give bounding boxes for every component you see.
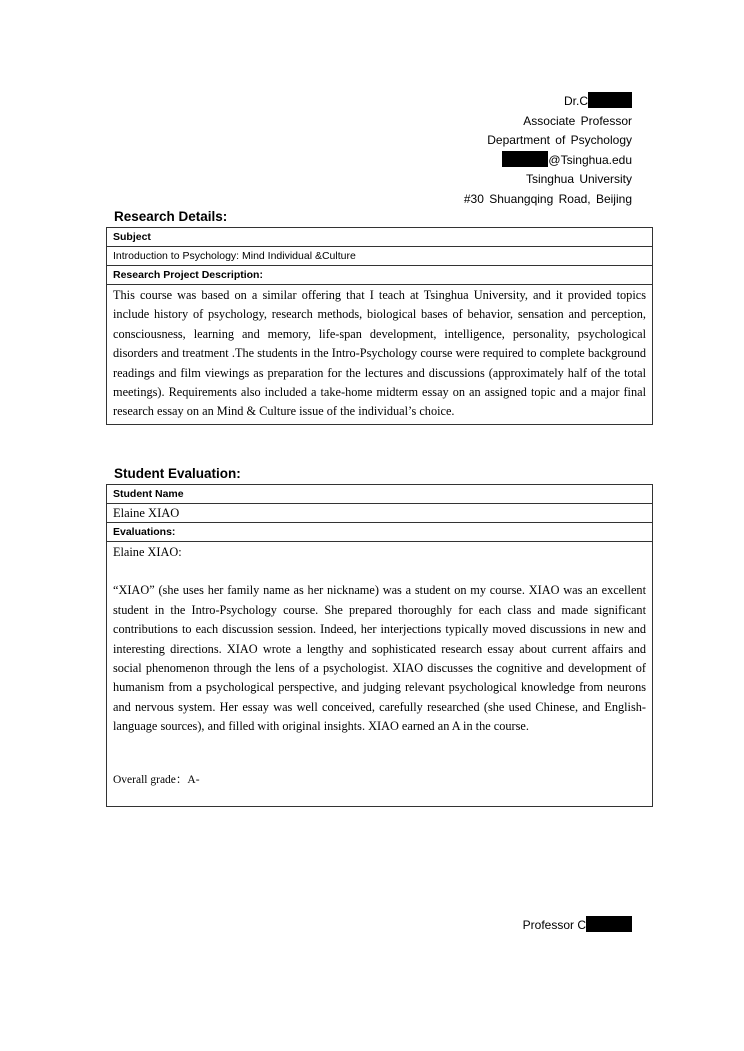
student-name-value: Elaine XIAO (107, 504, 652, 523)
research-details-table (106, 227, 653, 425)
author-email-suffix: @Tsinghua.edu (548, 152, 632, 167)
subject-label: Subject (107, 228, 652, 247)
redaction-block (502, 151, 548, 167)
author-name-prefix: Dr.C (564, 94, 588, 108)
description-label: Research Project Description: (107, 266, 652, 285)
subject-value: Introduction to Psychology: Mind Individual &Culture (107, 247, 652, 266)
research-details-heading: Research Details: (114, 209, 228, 224)
grade-label: Overall grade： (113, 773, 188, 786)
author-department: Department of Psychology (487, 133, 632, 148)
letterhead (464, 92, 632, 210)
evaluation-salutation: Elaine XIAO: (113, 545, 182, 559)
author-email-line (464, 151, 632, 171)
grade-value: A- (187, 773, 200, 786)
signature-line (523, 916, 632, 932)
evaluation-content (107, 542, 652, 806)
signature-prefix: Professor C (522, 918, 586, 932)
redaction-block (588, 92, 632, 108)
student-name-label: Student Name (107, 485, 652, 504)
evaluations-label: Evaluations: (107, 523, 652, 542)
description-text: This course was based on a similar offering that I teach at Tsinghua University, and it provided topics include history of psychology, research methods, biological bases of behavior, sensation and perception, consciousness, learning and memory, life-span development, intelligence, personality, psychological disorders and treatment .The students in the Intro-Psychology course were required to complete background readings and film viewings as preparation for the lectures and discussions (approximately half of the total meetings). Requirements also included a take-home midterm essay on an assigned topic and a major final research essay on an Mind & Culture issue of the individual’s choice. (113, 288, 646, 419)
evaluation-body: “XIAO” (she uses her family name as her nickname) was a student on my course. XIAO was an excellent student in the Intro-Psychology course. She prepared thoroughly for each class and made significant contributions to each discussion session. Indeed, her interjections typically moved discussions in new and interesting directions. XIAO wrote a lengthy and sophisticated research essay about current affairs and social phenomenon through the lens of a psychologist. XIAO discusses the cognitive and development of humanism from a psychological perspective, and judging relevant psychological knowledge from neurons and nervous system. Her essay was well conceived, carefully researched (she used Chinese, and English-language sources), and filled with original insights. XIAO earned an A in the course. (113, 583, 646, 734)
paragraph-spacer (113, 562, 646, 581)
student-evaluation-table (106, 484, 653, 807)
author-address: #30 Shuangqing Road, Beijing (463, 191, 632, 206)
author-name-line (464, 92, 632, 112)
overall-grade (113, 771, 646, 804)
author-title: Associate Professor (523, 113, 632, 128)
author-university: Tsinghua University (525, 172, 632, 187)
student-evaluation-heading: Student Evaluation: (114, 466, 241, 481)
redaction-block (586, 916, 632, 932)
